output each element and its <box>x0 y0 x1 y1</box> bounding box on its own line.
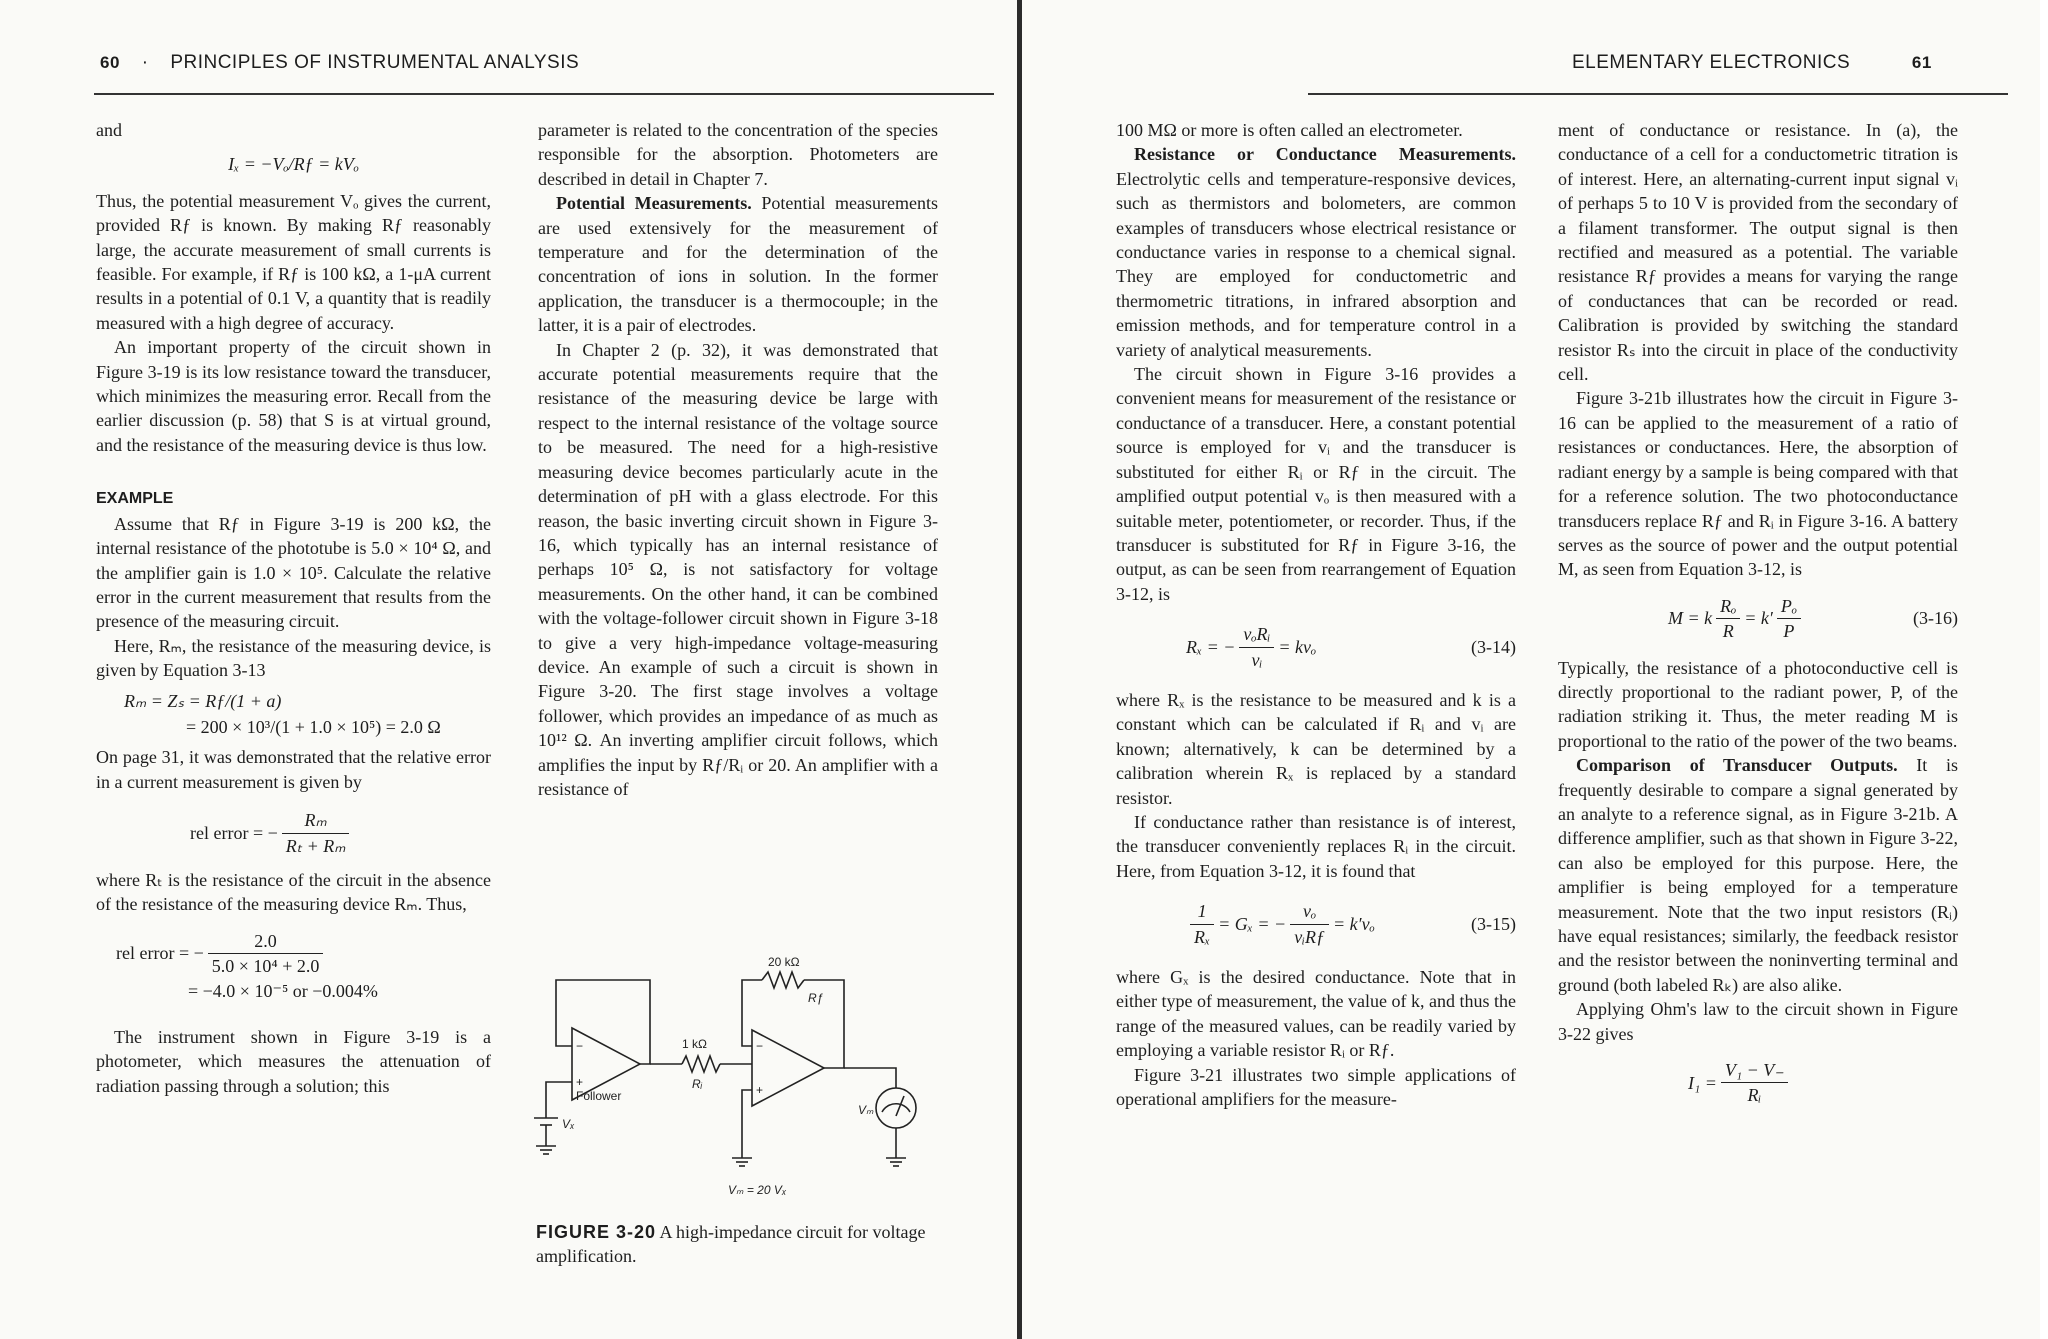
rf-value-label: 20 kΩ <box>768 955 800 969</box>
numerator: 1 <box>1190 899 1214 924</box>
paragraph: Here, Rₘ, the resistance of the measuring device, is given by Equation 3-13 <box>96 635 491 681</box>
equation-rm-value: = 200 × 10³/(1 + 1.0 × 10⁵) = 2.0 Ω <box>186 716 441 737</box>
left-running-title: PRINCIPLES OF INSTRUMENTAL ANALYSIS <box>170 52 580 73</box>
denominator: P <box>1783 621 1795 642</box>
eq-rhs: = k′vₒ <box>1333 913 1375 934</box>
run-in-heading: Resistance or Conductance Measurements. <box>1134 144 1516 165</box>
eq-fraction <box>1239 622 1274 672</box>
denominator: R <box>1722 621 1734 642</box>
paragraph: The circuit shown in Figure 3-16 provides a convenient means for measurement of the resistance or conductance of a transducer. Here, a constant potential source is employed for vᵢ and the transducer is substituted for either Rᵢ or Rƒ in the circuit. The amplified output potential vₒ is then measured with a suitable meter, potentiometer, or recorder. Thus, if the transducer is substituted for Rƒ in Figure 3-16, the output, as can be seen from rearrangement of Equation 3-12, is <box>1116 364 1516 604</box>
equation-rel-error <box>190 808 491 858</box>
left-column-2 <box>538 118 938 801</box>
paragraph-text: It is frequently desirable to compare a signal generated by an analyte to a reference signal, as in Figure 3-21b. A difference amplifier, such as that shown in Figure 3-22, can also be employed for this purpose. Here, the amplifier is being employed for a temperature measurement. Note that the two input resistors (Rᵢ) have equal resistances; similarly, the feedback resistor and the resistor between the noninverting terminal and ground (both labeled Rₖ) are also alike. <box>1558 755 1958 995</box>
paragraph-text: Electrolytic cells and temperature-responsive devices, such as thermistors and bolometers, are common examples of transducers whose electrical resistance or conductance varies in response to a chemical signal. They are employed for conductometric and thermometric titrations, in infrared absorption and emission methods, and for temperature control in a variety of analytical measurements. <box>1116 168 1516 360</box>
figure-caption-text: A high-impedance circuit for voltage amplification. <box>536 1222 926 1266</box>
header-separator: · <box>141 52 149 73</box>
follower-plus-label: + <box>576 1075 584 1089</box>
run-in-heading: Comparison of Transducer Outputs. <box>1576 755 1898 776</box>
denominator: vᵢ <box>1251 649 1263 670</box>
eq-fraction <box>1777 594 1801 644</box>
circuit-diagram <box>532 950 952 1200</box>
left-header-rule <box>94 93 994 95</box>
paragraph: In Chapter 2 (p. 32), it was demonstrated that accurate potential measurements require that the resistance of the measuring device be large with respect to the internal resistance of the voltage source to be measured. The need for a high-resistive measuring device becomes particularly acute in the determination of pH with a glass electrode. For this reason, the basic inverting circuit shown in Figure 3-16, which typically has an internal resistance of perhaps 10⁵ Ω, is not satisfactory for voltage measurements. On the other hand, it can be combined with the voltage-follower circuit shown in Figure 3-18 to give a very high-impedance voltage-measuring device. An example of such a circuit is shown in Figure 3-20. The first stage involves a voltage follower, which provides an impedance of as much as 10¹² Ω. An inverting amplifier circuit follows, which amplifies the input by Rƒ/Rᵢ or 20. An amplifier with a resistance of <box>538 339 938 799</box>
equation-rel-error-result: = −4.0 × 10⁻⁵ or −0.004% <box>188 980 378 1001</box>
right-page-number: 61 <box>1911 53 1932 72</box>
rel-error-fraction <box>208 929 324 979</box>
equation-body <box>1186 899 1375 949</box>
denominator: Rᵢ <box>1747 1085 1762 1106</box>
paragraph: Assume that Rƒ in Figure 3-19 is 200 kΩ, the internal resistance of the phototube is 5.0 × 10⁴ Ω, and the amplifier gain is 1.0 × 10⁵. Calculate the relative error in the current measurement that results from the presence of the measuring circuit. <box>96 513 491 632</box>
run-in-heading: Potential Measurements. <box>556 193 752 214</box>
follower-feedback-wire <box>556 980 650 1064</box>
equation-number: (3-15) <box>1471 913 1516 934</box>
eq-rhs: = kvₒ <box>1278 636 1317 657</box>
denominator: vᵢRƒ <box>1294 926 1326 947</box>
meter-scale <box>882 1104 910 1112</box>
eq-fraction <box>1721 1058 1788 1108</box>
gain-equation-label: Vₘ = 20 Vₓ <box>728 1183 787 1197</box>
ri-label: Rᵢ <box>692 1077 703 1091</box>
numerator: vₒ <box>1290 899 1329 924</box>
follower-minus-label: − <box>576 1039 584 1053</box>
figure-3-20-caption <box>536 1220 946 1268</box>
left-column-1 <box>96 118 491 1098</box>
rf-label: Rƒ <box>808 991 824 1005</box>
paragraph: An important property of the circuit shown in Figure 3-19 is its low resistance toward the transducer, which minimizes the measuring error. Recall from the earlier discussion (p. 58) that S is at virtual ground, and the resistance of the measuring device is thus low. <box>96 337 491 455</box>
eq-mid: = k′ <box>1744 608 1773 629</box>
right-running-title: ELEMENTARY ELECTRONICS <box>1572 52 1851 73</box>
paragraph: where Rₓ is the resistance to be measured and k is a constant which can be calculated if Rᵢ and vᵢ are known; alternatively, k can be determined by a calibration wherein Rₓ is replaced by a standard resistor. <box>1116 689 1516 808</box>
vm-label: Vₘ <box>858 1103 874 1117</box>
equation-ix: Iₓ = −Vₒ/Rƒ = kVₒ <box>228 154 359 175</box>
meter-circle <box>876 1088 916 1128</box>
paragraph: Applying Ohm's law to the circuit shown in Figure 3-22 gives <box>1558 999 1958 1044</box>
equation-3-15 <box>1186 899 1516 949</box>
eq-lhs: Rₓ = − <box>1186 636 1236 657</box>
paragraph: 100 MΩ or more is often called an electrometer. <box>1116 120 1463 140</box>
figure-3-20-circuit <box>532 950 952 1200</box>
paragraph: Figure 3-21b illustrates how the circuit in Figure 3-16 can be applied to the measurement of a ratio of resistances or conductances. Here, the absorption of radiant energy by a sample is being compared with that for a reference solution. The two photoconductance transducers replace Rƒ and Rᵢ in Figure 3-16. A battery serves as the source of power and the output potential M, as seen from Equation 3-12, is <box>1558 388 1958 580</box>
equation-rm: Rₘ = Zₛ = Rƒ/(1 + a) <box>124 690 282 711</box>
right-page <box>1022 0 2040 1339</box>
paragraph: Thus, the potential measurement Vₒ gives the current, provided Rƒ is known. By making Rƒ reasonably large, the accurate measurement of small currents is feasible. For example, if Rƒ is 100 kΩ, a 1-μA current results in a potential of 0.1 V, a quantity that is readily measured with a high degree of accuracy. <box>96 190 491 333</box>
inverting-minus-label: − <box>756 1039 764 1053</box>
eq-fraction <box>1290 899 1329 949</box>
vx-label: Vₓ <box>562 1117 575 1131</box>
equation-ohms-law <box>1688 1058 1958 1108</box>
follower-input-wire <box>546 1082 572 1118</box>
ri-value-label: 1 kΩ <box>682 1037 707 1051</box>
equation-number: (3-14) <box>1471 636 1516 657</box>
numerator: vₒRᵢ <box>1239 622 1274 647</box>
paragraph: ment of conductance or resistance. In (a), the conductance of a cell for a conductometric titration is of interest. Here, an alternating-current input signal vᵢ of perhaps 5 to 10 V is provided from the secondary of a filament transformer. The output signal is then rectified and measured as a potential. The variable resistance Rƒ provides a means for varying the range of conductances that can be recorded or read. Calibration is provided by switching the standard resistor Rₛ into the circuit in place of the conductivity cell. <box>1558 120 1958 385</box>
paragraph: The instrument shown in Figure 3-19 is a photometer, which measures the attenuation of radiation passing through a solution; this <box>96 1027 491 1096</box>
example-heading: EXAMPLE <box>96 490 174 508</box>
equation-number: (3-16) <box>1913 608 1958 629</box>
eq-lhs: I₁ = <box>1688 1072 1717 1093</box>
right-page-header <box>1572 52 1932 74</box>
figure-label: FIGURE 3-20 <box>536 1222 657 1242</box>
equation-body <box>1186 622 1316 672</box>
eq-fraction <box>1716 594 1740 644</box>
rf-resistor <box>762 972 804 988</box>
right-column-2 <box>1558 118 1958 1108</box>
equation-body <box>1668 594 1805 644</box>
eq-mid: = Gₓ = − <box>1218 913 1287 934</box>
paragraph: where Gₓ is the desired conductance. Note that in either type of measurement, the value of k, and thus the range of the measured values, can be readily varied by employing a variable resistor Rᵢ or Rƒ. <box>1116 967 1516 1061</box>
denominator: 5.0 × 10⁴ + 2.0 <box>211 956 320 977</box>
eq-lhs: M = k <box>1668 608 1713 629</box>
paragraph: where Rₜ is the resistance of the circuit in the absence of the resistance of the measuring device Rₘ. Thus, <box>96 869 491 915</box>
paragraph: Typically, the resistance of a photoconductive cell is directly proportional to the radiant power, P, of the radiation striking it. Thus, the meter reading M is proportional to the ratio of the power of the two beams. <box>1558 657 1958 751</box>
rel-error-lhs: rel error = − <box>190 822 278 843</box>
paragraph: parameter is related to the concentration of the species responsible for the absorption. Photometers are described in detail in Chapter 7. <box>538 120 938 189</box>
left-page-number: 60 <box>100 53 120 72</box>
equation-3-16 <box>1668 594 1958 644</box>
rel-error-fraction <box>282 808 350 858</box>
rel-error-lhs: rel error = − <box>116 943 204 964</box>
paragraph: On page 31, it was demonstrated that the relative error in a current measurement is given by <box>96 747 491 792</box>
left-page <box>0 0 1018 1339</box>
numerator: Pₒ <box>1777 594 1801 619</box>
output-wire <box>844 1068 896 1088</box>
paragraph-text: Potential measurements are used extensively for the measurement of temperature and for the determination of the concentration of ions in solution. In the former application, the transducer is a thermocouple; in the latter, it is a pair of electrodes. <box>538 193 938 336</box>
eq-fraction <box>1190 899 1214 949</box>
inverting-plus-label: + <box>756 1083 764 1097</box>
numerator: 2.0 <box>208 929 324 954</box>
numerator: V₁ − V₋ <box>1721 1058 1788 1083</box>
equation-3-14 <box>1186 622 1516 672</box>
numerator: Rₘ <box>282 808 350 833</box>
meter-needle <box>896 1096 904 1116</box>
denominator: Rₓ <box>1194 926 1211 947</box>
left-page-header <box>100 52 579 74</box>
paragraph: Figure 3-21 illustrates two simple applications of operational amplifiers for the measure- <box>1116 1064 1516 1110</box>
follower-label: Follower <box>576 1089 622 1103</box>
right-header-rule <box>1308 93 2008 95</box>
equation-rel-error-2 <box>116 929 491 979</box>
text-and: and <box>96 120 122 140</box>
inverting-plus-wire <box>742 1090 752 1158</box>
ri-resistor <box>682 1056 720 1072</box>
denominator: Rₜ + Rₘ <box>285 835 346 856</box>
right-column-1 <box>1116 118 1516 1111</box>
paragraph: If conductance rather than resistance is of interest, the transducer conveniently replaces Rᵢ in the circuit. Here, from Equation 3-12, it is found that <box>1116 811 1516 881</box>
numerator: Rₒ <box>1716 594 1740 619</box>
